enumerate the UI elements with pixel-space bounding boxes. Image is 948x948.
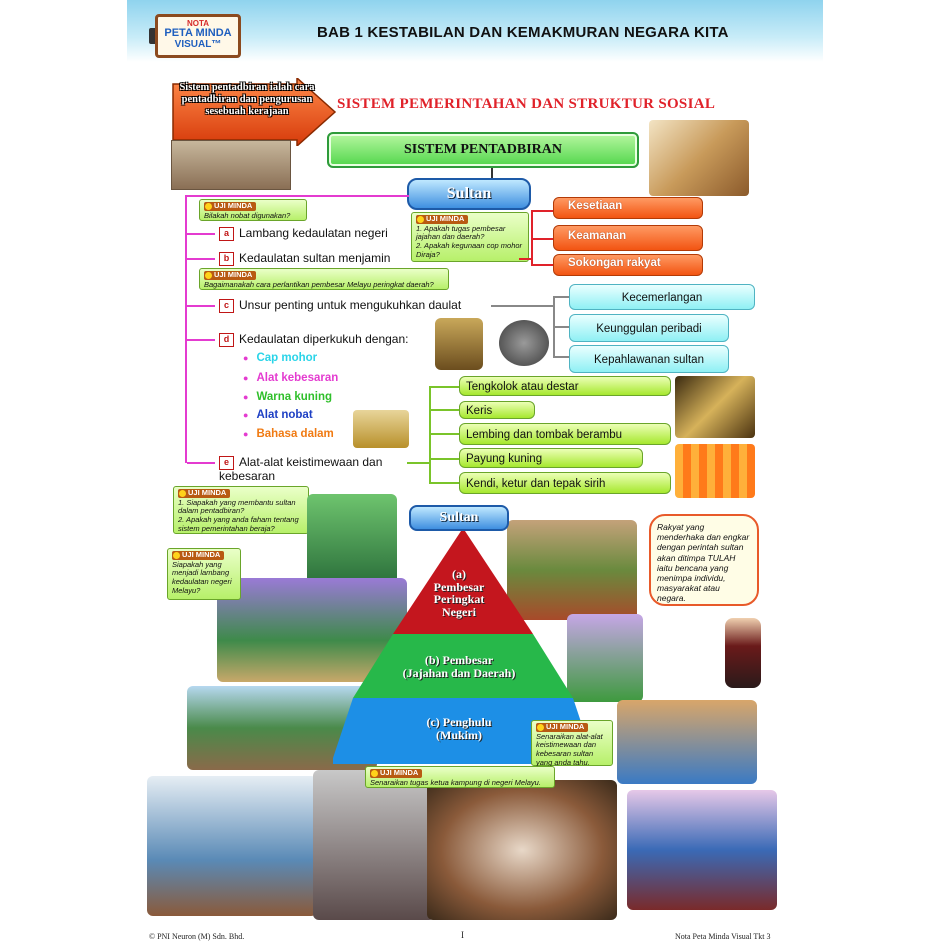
- bracket-line: [531, 238, 553, 240]
- item-a: [219, 226, 388, 241]
- footer-series: Nota Peta Minda Visual Tkt 3: [675, 932, 771, 941]
- elder-woman-illustration: [313, 770, 435, 920]
- pyramid-label-line: Peringkat: [433, 592, 485, 607]
- tengkolok-illustration: [675, 376, 755, 438]
- bracket-line: [519, 258, 533, 260]
- uji-minda-tag: UJI MINDA: [204, 202, 256, 211]
- bracket-line: [553, 326, 569, 328]
- bracket-line: [429, 458, 459, 460]
- ritual-pot-illustration: [427, 780, 617, 920]
- pyramid-sultan-label: Sultan: [409, 505, 509, 531]
- uji-minda-box: [173, 486, 309, 534]
- logo-line-2: PETA MINDA: [164, 27, 232, 40]
- item-text: Kedaulatan diperkukuh dengan:: [239, 332, 409, 346]
- uji-minda-box: [411, 212, 529, 262]
- uji-minda-box: [167, 548, 241, 600]
- item-letter-badge: d: [219, 333, 234, 347]
- item-letter-badge: b: [219, 252, 234, 266]
- footer-page-mark: I: [461, 930, 464, 940]
- main-topic-box: SISTEM PENTADBIRAN: [327, 132, 639, 168]
- bracket-line: [429, 433, 459, 435]
- tree-line: [187, 305, 215, 307]
- regalia-illustration: [353, 410, 409, 448]
- bracket-line: [553, 356, 569, 358]
- uji-question: 2. Apakah kegunaan cop mohor Diraja?: [416, 240, 523, 259]
- students-illustration: [147, 776, 317, 916]
- uji-minda-tag: UJI MINDA: [172, 551, 224, 560]
- uji-question: Siapakah yang menjadi lambang kedaulatan negeri Melayu?: [172, 559, 232, 595]
- cyan-box: Kecemerlangan: [569, 284, 755, 310]
- tree-line: [187, 233, 215, 235]
- bracket-line: [429, 482, 459, 484]
- item-text: Unsur penting untuk mengukuhkan daulat: [239, 298, 462, 312]
- tree-line: [185, 195, 409, 197]
- uji-minda-box: [199, 268, 449, 290]
- chapter-title: BAB 1 KESTABILAN DAN KEMAKMURAN NEGARA KITA: [317, 24, 729, 41]
- green-box: Keris: [459, 401, 535, 419]
- bullet-item: ● Alat nobat: [243, 409, 313, 421]
- cyan-box: Kepahlawanan sultan: [569, 345, 729, 373]
- uji-question: 2. Apakah yang anda faham tentang sistem pemerintahan beraja?: [178, 514, 299, 533]
- uji-minda-box: [365, 766, 555, 788]
- logo-line-3: VISUAL™: [174, 38, 222, 50]
- uji-minda-tag: UJI MINDA: [178, 489, 230, 498]
- uji-question: 1. Apakah tugas pembesar jajahan dan daerah?: [416, 223, 506, 242]
- pyramid-bottom-label: [363, 716, 555, 741]
- item-b: [219, 251, 390, 266]
- item-d: [219, 332, 408, 347]
- item-text: Kedaulatan sultan menjamin: [239, 251, 391, 265]
- uji-minda-tag: UJI MINDA: [370, 769, 422, 778]
- bracket-line: [553, 296, 569, 298]
- payung-illustration: [675, 444, 755, 498]
- item-letter-badge: e: [219, 456, 234, 470]
- uji-question: Bagaimanakah cara perlantikan pembesar Melayu peringkat daerah?: [204, 279, 434, 289]
- uji-minda-box: [199, 199, 307, 221]
- item-text: Lambang kedaulatan negeri: [239, 226, 388, 240]
- speech-bubble: Rakyat yang menderhaka dan engkar dengan perintah sultan akan ditimpa TULAH iaitu bencana yang menimpa individu, masyarakat atau negara.: [649, 514, 759, 606]
- pyramid-label-line: Negeri: [442, 604, 476, 619]
- uji-question: Senaraikan alat-alat keistimewaan dan kebesaran sultan yang anda tahu.: [536, 731, 603, 767]
- bullet-item: ● Warna kuning: [243, 391, 332, 403]
- pyramid-label-line: (b) Pembesar: [424, 653, 494, 667]
- seal-impression-icon: [499, 320, 549, 366]
- item-c: [219, 298, 461, 313]
- uji-question: Bilakah nobat digunakan?: [204, 210, 291, 220]
- uji-minda-tag: UJI MINDA: [204, 271, 256, 280]
- teacher-illustration: [725, 618, 761, 688]
- cyan-box: Keunggulan peribadi: [569, 314, 729, 342]
- pyramid-label-line: (Mukim): [436, 727, 482, 742]
- pyramid-label-line: (a): [452, 567, 466, 581]
- uji-minda-tag: UJI MINDA: [536, 723, 588, 732]
- orange-box: Sokongan rakyat: [553, 254, 703, 276]
- bracket-line: [531, 210, 553, 212]
- bracket-line: [429, 409, 459, 411]
- tree-line: [185, 195, 187, 463]
- bracket-line: [429, 386, 431, 484]
- bullet-item: ● Bahasa dalam: [243, 428, 334, 440]
- pyramid-label-line: (Jajahan dan Daerah): [402, 665, 516, 680]
- logo-line-1: NOTA: [186, 19, 210, 28]
- section-title: SISTEM PEMERINTAHAN DAN STRUKTUR SOSIAL: [337, 96, 716, 112]
- tree-line: [187, 339, 215, 341]
- bullet-item: ● Cap mohor: [243, 352, 317, 364]
- penghulu-illustration: [617, 700, 757, 784]
- green-box: Kendi, ketur dan tepak sirih: [459, 472, 671, 494]
- meeting-illustration: [171, 140, 291, 190]
- pyramid-middle-label: [363, 654, 555, 679]
- orange-box: Keamanan: [553, 225, 703, 251]
- item-text: Alat-alat keistimewaan dan kebesaran: [219, 455, 383, 483]
- bullet-item: ● Alat kebesaran: [243, 372, 338, 384]
- uji-minda-tag: UJI MINDA: [416, 215, 468, 224]
- pyramid-label-line: Pembesar: [433, 579, 485, 594]
- item-e: [219, 456, 419, 483]
- tree-line: [187, 462, 215, 464]
- royal-guards-illustration: [627, 790, 777, 910]
- green-box: Tengkolok atau destar: [459, 376, 671, 396]
- bracket-line: [407, 462, 429, 464]
- tree-line: [187, 258, 215, 260]
- poster-page: [127, 0, 823, 948]
- item-letter-badge: c: [219, 299, 234, 313]
- uji-question: 1. Siapakah yang membantu sultan dalam pentadbiran?: [178, 497, 296, 516]
- item-letter-badge: a: [219, 227, 234, 241]
- sultan-scroll-label: Sultan: [407, 178, 531, 210]
- green-box: Lembing dan tombak berambu: [459, 423, 671, 445]
- green-box: Payung kuning: [459, 448, 643, 468]
- uji-question: Senaraikan tugas ketua kampung di negeri Melayu.: [370, 777, 541, 787]
- pyramid-label-line: (c) Penghulu: [426, 715, 492, 729]
- bracket-line: [491, 305, 553, 307]
- bracket-line: [531, 264, 553, 266]
- logo-badge: [155, 14, 241, 58]
- footer-copyright: © PNI Neuron (M) Sdn. Bhd.: [149, 932, 245, 941]
- bracket-line: [429, 386, 459, 388]
- uji-minda-box: [531, 720, 613, 766]
- seal-stamp-icon: [435, 318, 483, 370]
- definition-text: Sistem pentadbiran ialah cara pentadbiran dan pengurusan sesebuah kerajaan: [179, 82, 315, 118]
- pyramid-top-label: [409, 568, 509, 618]
- orange-box: Kesetiaan: [553, 197, 703, 219]
- sultan-portrait: [649, 120, 749, 196]
